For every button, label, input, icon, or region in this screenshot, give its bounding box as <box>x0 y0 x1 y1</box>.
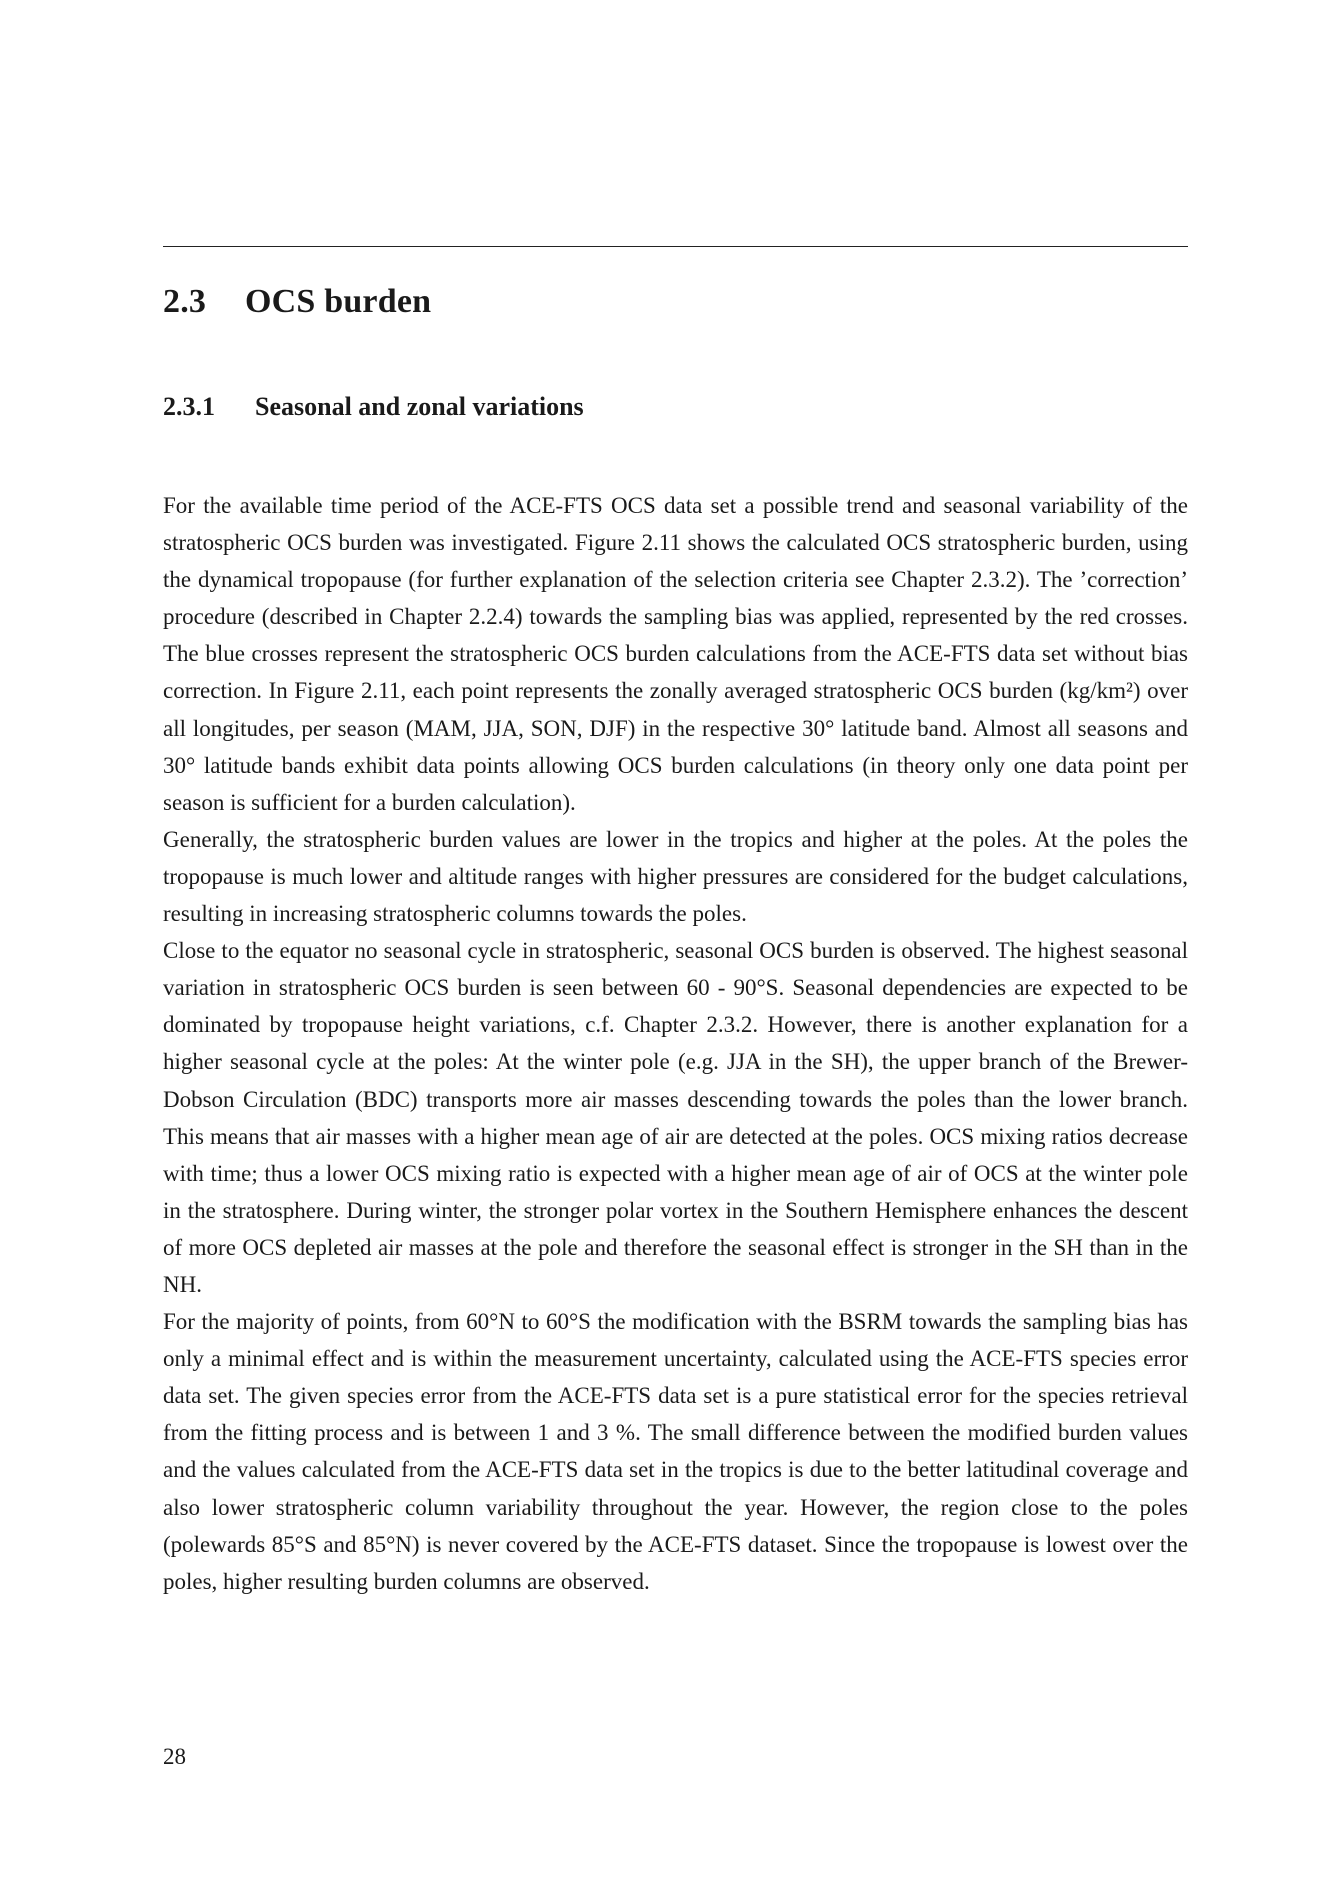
paragraph: For the majority of points, from 60°N to 60°S the modification with the BSRM towards the sampling bias has only a minimal effect and is within the measurement uncertainty, calculated using the ACE-FTS species error data set. The given species error from the ACE-FTS data set is a pure statistical error for the species retrieval from the fitting process and is between 1 and 3 %. The small difference between the modified burden values and the values calculated from the ACE-FTS data set in the tropics is due to the better latitudinal coverage and also lower stratospheric column variability throughout the year. However, the region close to the poles (polewards 85°S and 85°N) is never covered by the ACE-FTS dataset. Since the tropopause is lowest over the poles, higher resulting burden columns are observed. <box>163 1309 1188 1594</box>
section-number: 2.3 <box>163 283 207 320</box>
section-title: OCS burden <box>245 283 432 320</box>
subsection-number: 2.3.1 <box>163 392 215 421</box>
page-number: 28 <box>163 1744 186 1769</box>
paragraph: For the available time period of the ACE-FTS OCS data set a possible trend and seasonal variability of the stratospheric OCS burden was investigated. Figure 2.11 shows the calculated OCS stratospheric burden, using the dynamical tropopause (for further explanation of the selection criteria see Chapter 2.3.2). The ’correction’ procedure (described in Chapter 2.2.4) towards the sampling bias was applied, represented by the red crosses. The blue crosses represent the stratospheric OCS burden calculations from the ACE-FTS data set without bias correction. In Figure 2.11, each point represents the zonally averaged stratospheric OCS burden (kg/km²) over all longitudes, per season (MAM, JJA, SON, DJF) in the respective 30° latitude band. Almost all seasons and 30° latitude bands exhibit data points allowing OCS burden calculations (in theory only one data point per season is sufficient for a burden calculation). <box>163 493 1188 815</box>
body-text <box>163 487 1188 1600</box>
subsection-heading <box>163 392 584 422</box>
paragraph: Generally, the stratospheric burden values are lower in the tropics and higher at the poles. At the poles the tropopause is much lower and altitude ranges with higher pressures are considered for the budget calculations, resulting in increasing stratospheric columns towards the poles. <box>163 826 1188 927</box>
paragraph: Close to the equator no seasonal cycle in stratospheric, seasonal OCS burden is observed. The highest seasonal variation in stratospheric OCS burden is seen between 60 - 90°S. Seasonal dependencies are expected to be dominated by tropopause height variations, c.f. Chapter 2.3.2. However, there is another explanation for a higher seasonal cycle at the poles: At the winter pole (e.g. JJA in the SH), the upper branch of the Brewer-Dobson Circulation (BDC) transports more air masses descending towards the poles than the lower branch. This means that air masses with a higher mean age of air are detected at the poles. OCS mixing ratios decrease with time; thus a lower OCS mixing ratio is expected with a higher mean age of air of OCS at the winter pole in the stratosphere. During winter, the stronger polar vortex in the Southern Hemisphere enhances the descent of more OCS depleted air masses at the pole and therefore the seasonal effect is stronger in the SH than in the NH. <box>163 938 1188 1297</box>
section-heading <box>163 283 431 321</box>
subsection-title: Seasonal and zonal variations <box>255 392 584 421</box>
header-rule <box>163 246 1188 247</box>
